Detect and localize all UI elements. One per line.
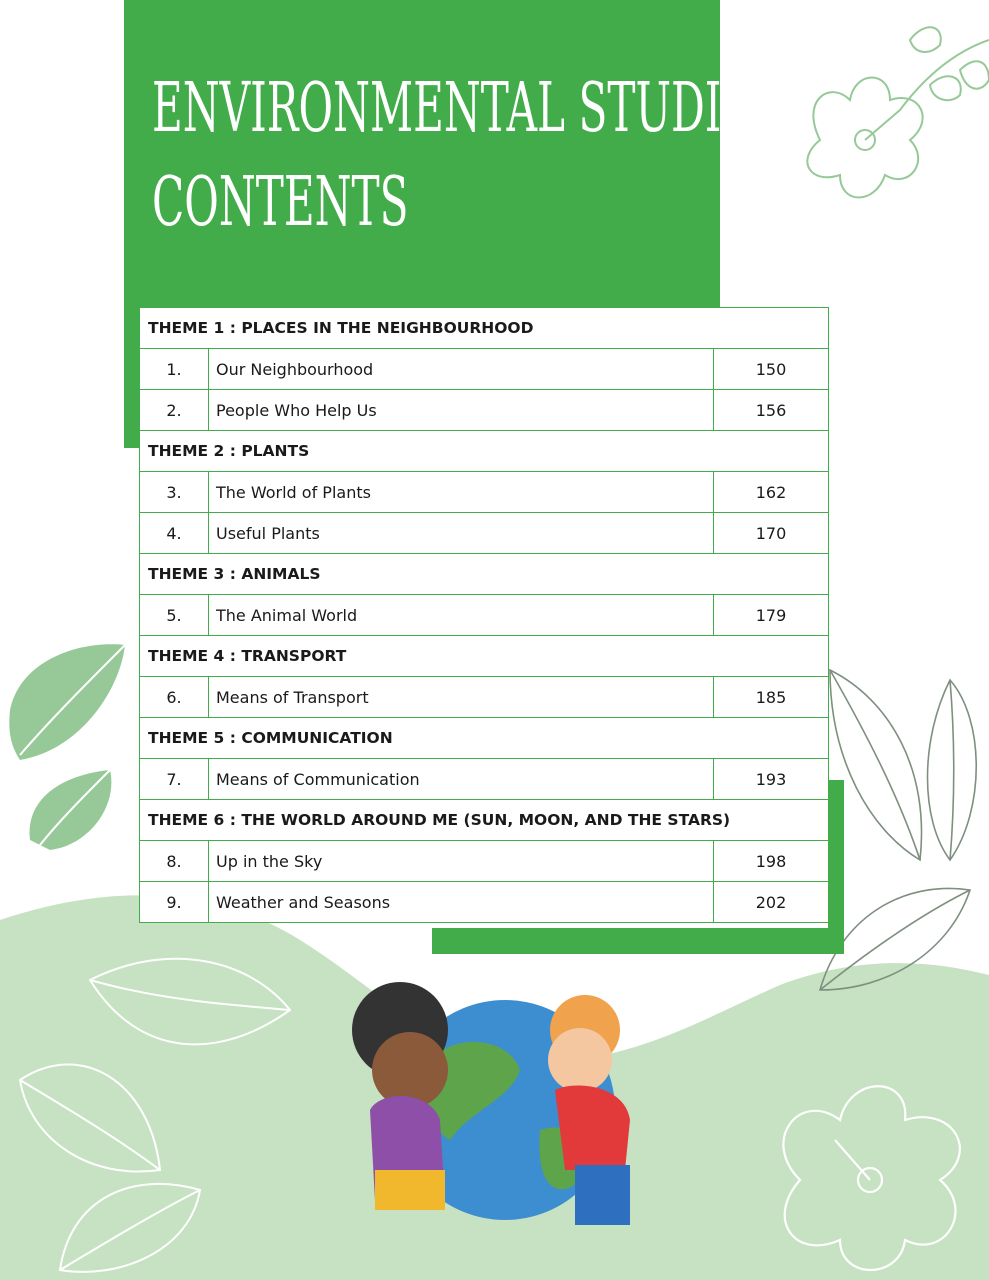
- chapter-row[interactable]: [140, 390, 829, 431]
- chapter-page: 185: [714, 677, 829, 718]
- theme-row: [140, 636, 829, 677]
- theme-heading: THEME 6 : THE WORLD AROUND ME (SUN, MOON, AND THE STARS): [140, 800, 829, 841]
- theme-heading: THEME 3 : ANIMALS: [140, 554, 829, 595]
- chapter-row[interactable]: [140, 841, 829, 882]
- accent-bar: [432, 928, 844, 954]
- chapter-row[interactable]: [140, 349, 829, 390]
- chapter-number: 4.: [140, 513, 209, 554]
- hibiscus-flower-icon: [760, 0, 989, 215]
- chapter-number: 1.: [140, 349, 209, 390]
- chapter-number: 9.: [140, 882, 209, 923]
- theme-row: [140, 800, 829, 841]
- chapter-row[interactable]: [140, 513, 829, 554]
- chapter-number: 7.: [140, 759, 209, 800]
- contents-table: [139, 307, 829, 923]
- chapter-number: 8.: [140, 841, 209, 882]
- theme-heading: THEME 1 : PLACES IN THE NEIGHBOURHOOD: [140, 308, 829, 349]
- chapter-page: 162: [714, 472, 829, 513]
- chapter-page: 170: [714, 513, 829, 554]
- chapter-name: Up in the Sky: [209, 841, 714, 882]
- chapter-number: 5.: [140, 595, 209, 636]
- chapter-page: 150: [714, 349, 829, 390]
- chapter-row[interactable]: [140, 759, 829, 800]
- children-hugging-earth-icon: [340, 970, 660, 1240]
- chapter-row[interactable]: [140, 472, 829, 513]
- chapter-page: 193: [714, 759, 829, 800]
- chapter-number: 2.: [140, 390, 209, 431]
- leaf-icon: [0, 640, 130, 850]
- leaf-icon: [0, 940, 300, 1280]
- chapter-name: The World of Plants: [209, 472, 714, 513]
- theme-heading: THEME 4 : TRANSPORT: [140, 636, 829, 677]
- chapter-row[interactable]: [140, 882, 829, 923]
- chapter-page: 202: [714, 882, 829, 923]
- chapter-row[interactable]: [140, 677, 829, 718]
- chapter-name: People Who Help Us: [209, 390, 714, 431]
- accent-bar: [828, 780, 844, 950]
- chapter-name: Weather and Seasons: [209, 882, 714, 923]
- chapter-name: Means of Transport: [209, 677, 714, 718]
- title-line-2: CONTENTS: [152, 163, 409, 242]
- theme-heading: THEME 2 : PLANTS: [140, 431, 829, 472]
- chapter-number: 6.: [140, 677, 209, 718]
- chapter-page: 179: [714, 595, 829, 636]
- page-title: [152, 62, 781, 250]
- chapter-name: Means of Communication: [209, 759, 714, 800]
- hibiscus-flower-icon: [740, 1060, 989, 1280]
- chapter-row[interactable]: [140, 595, 829, 636]
- theme-row: [140, 431, 829, 472]
- theme-row: [140, 308, 829, 349]
- chapter-name: The Animal World: [209, 595, 714, 636]
- chapter-name: Our Neighbourhood: [209, 349, 714, 390]
- chapter-page: 198: [714, 841, 829, 882]
- chapter-page: 156: [714, 390, 829, 431]
- title-line-1: ENVIRONMENTAL STUDIES: [152, 69, 782, 148]
- chapter-number: 3.: [140, 472, 209, 513]
- theme-heading: THEME 5 : COMMUNICATION: [140, 718, 829, 759]
- theme-row: [140, 554, 829, 595]
- theme-row: [140, 718, 829, 759]
- chapter-name: Useful Plants: [209, 513, 714, 554]
